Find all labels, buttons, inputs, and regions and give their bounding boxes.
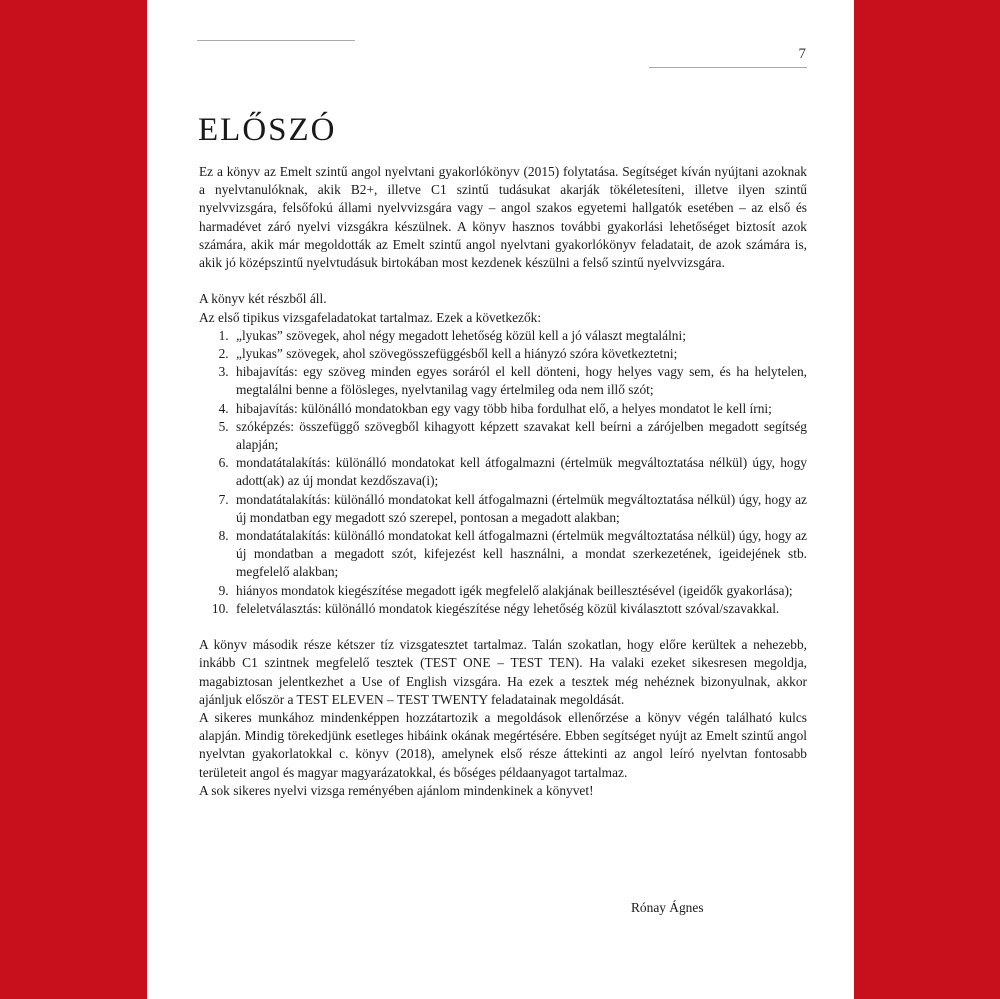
- book-page: [147, 0, 854, 999]
- page-title: ELŐSZÓ: [198, 112, 337, 148]
- success-paragraph: A sikeres munkához mindenképpen hozzátartozik a megoldások ellenőrzése a könyv végén található kulcs alapján. Mindig törekedjünk esetleges hibáink okának megértésére. Ebben segítséget nyújt az Emelt szintű angol nyelvtan gyakorlatokkal c. könyv (2018), amelynek első része áttekinti az angol leíró nyelvtan fontosabb területeit angol és magyar magyarázatokkal, és bőséges példaanyagot tartalmaz.: [199, 710, 807, 780]
- list-item: 5. szóképzés: összefüggő szövegből kihagyott képzett szavakat kell beírni a zárójelben megadott segítség alapján;: [232, 418, 807, 454]
- header-rule-left: [197, 40, 355, 41]
- list-item: 2. „lyukas” szövegek, ahol szövegösszefüggésből kell a hiányzó szóra következtetni;: [232, 345, 807, 363]
- parts-line: A könyv két részből áll.: [199, 291, 327, 307]
- list-item: 7. mondatátalakítás: különálló mondatokat kell átfogalmazni (értelmük megváltoztatása nélkül) úgy, hogy az új mondatban egy megadott szó szerepel, pontosan a megadott alakban;: [232, 491, 807, 527]
- task-list: [199, 327, 807, 618]
- second-part-paragraph: A könyv második része kétszer tíz vizsgatesztet tartalmaz. Talán szokatlan, hogy előre kerültek a nehezebb, inkább C1 szintnek megfelelő tesztek (TEST ONE – TEST TEN). Ha valaki ezeket sikesresen megoldja, magabiztosan jelentkezhet a Use of English vizsgára. Ha ezek a tesztek még nehéznek bizonyulnak, akkor ajánljuk először a TEST ELEVEN – TEST TWENTY feladatainak megoldását.: [199, 637, 807, 707]
- list-item: 10. feleletválasztás: különálló mondatok kiegészítése négy lehetőség közül kiválasztott szóval/szavakkal.: [232, 600, 807, 618]
- list-item: 4. hibajavítás: különálló mondatokban egy vagy több hiba fordulhat elő, a helyes mondatot le kell írni;: [232, 400, 807, 418]
- closing-line: A sok sikeres nyelvi vizsga reményében ajánlom mindenkinek a könyvet!: [199, 782, 594, 798]
- list-item: 1. „lyukas” szövegek, ahol négy megadott lehetőség közül kell a jó választ megtalálni;: [232, 327, 807, 345]
- author-signature: Rónay Ágnes: [631, 900, 704, 915]
- list-item: 9. hiányos mondatok kiegészítése megadott igék megfelelő alakjának beillesztésével (igeidők gyakorlása);: [232, 582, 807, 600]
- list-item: 8. mondatátalakítás: különálló mondatokat kell átfogalmazni (értelmük megváltoztatása nélkül) úgy, hogy az új mondatban a megadott szót, kifejezést kell használni, a mondat szerkezetének, igeidejének stb. megfelelő alakban;: [232, 527, 807, 582]
- list-item: 3. hibajavítás: egy szöveg minden egyes soráról el kell dönteni, hogy helyes vagy sem, és ha helytelen, megtalálni benne a fölösleges, nyelvtanilag vagy értelmileg oda nem illő szót;: [232, 363, 807, 399]
- list-item: 6. mondatátalakítás: különálló mondatokat kell átfogalmazni (értelmük megváltoztatása nélkül) úgy, hogy adott(ak) az új mondat kezdőszava(i);: [232, 454, 807, 490]
- preface-body: [199, 163, 807, 800]
- page-number: 7: [798, 46, 806, 62]
- header-rule-right: [649, 67, 807, 68]
- intro-paragraph: Ez a könyv az Emelt szintű angol nyelvtani gyakorlókönyv (2015) folytatása. Segítséget kíván nyújtani azoknak a nyelvtanulóknak, akik B2+, illetve C1 szintű tudásukat akarják tökéletesíteni, illetve ilyen szintű nyelvvizsgára, felsőfokú állami nyelvvizsgára vagy – angol szakos egyetemi hallgatók esetében – az első és harmadévet záró nyelvi vizsgákra készülnek. A könyv hasznos további gyakorlási lehetőséget biztosít azok számára, akik már megoldották az Emelt szintű angol nyelvtani gyakorlókönyv feladatait, de azok számára is, akik jó középszintű nyelvtudásuk birtokában most kezdenek készülni a felső szintű nyelvvizsgára.: [199, 164, 807, 271]
- first-part-line: Az első tipikus vizsgafeladatokat tartalmaz. Ezek a következők:: [199, 309, 542, 325]
